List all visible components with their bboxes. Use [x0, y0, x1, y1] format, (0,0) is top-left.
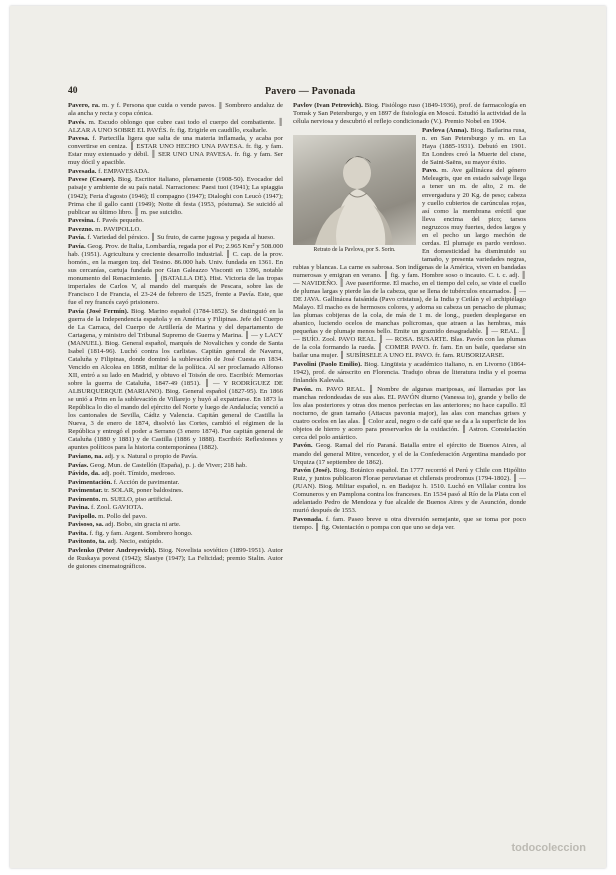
- entry-headword: Pavisoso, sa.: [68, 521, 104, 529]
- entry-headword: Pavolini (Paolo Emilio).: [293, 361, 362, 368]
- dictionary-entry: [68, 530, 283, 538]
- right-column: [293, 102, 526, 832]
- entry-definition: adj. Necio, estúpido.: [106, 538, 163, 546]
- entry-headword: Pavía (José Fermín).: [68, 307, 129, 315]
- dictionary-entry: [68, 176, 283, 216]
- dictionary-entry: [68, 453, 283, 461]
- entry-headword: Pávido, da.: [68, 470, 100, 478]
- entry-definition: Biog. Escritor italiano, plenamente (1908-50). Evocador del paisaje y ambiente de su país natal. Narraciones: Paesi tuoi (1941); La spiaggia (1942); Feria d'agosto (1946); Il compagno (1947); Dialoghi con Leucò (1947); Prima che il gallo canti (1949); Notte di festa (1953, póstuma). Se suicidó al publicar su último libro. ║ m. pse suicidio.: [68, 176, 283, 216]
- entry-definition: Biog. Bailarina rusa, n. en San Petersburgo y m. en La Haya (1885-1931). Debutó en 1901. En Londres creó la Muerte del cisne, de Saint-Saëns, su mayor éxito.: [422, 126, 526, 166]
- entry-definition: m. Escudo oblongo que cubre casi todo el cuerpo del combatiente. ║ ALZAR A UNO SOBRE EL PAVÉS. fr. fig. Erigirle en caudillo, exaltarle.: [68, 118, 283, 134]
- dictionary-entry: [68, 487, 283, 495]
- entry-headword: Pavero, ra.: [68, 102, 100, 109]
- entry-headword: Pavina.: [68, 504, 90, 512]
- entry-headword: Pavlenko (Peter Andreyevich).: [68, 547, 157, 555]
- dictionary-entry: [68, 462, 283, 470]
- dictionary-entry: [293, 516, 526, 532]
- page-number: 40: [68, 86, 78, 96]
- dictionary-entry: [68, 226, 283, 234]
- entry-definition: f. EMPAVESADA.: [96, 167, 150, 175]
- entry-definition: m. y f. Persona que cuida o vende pavos. ║ Sombrero andaluz de ala ancha y recta y copa cónica.: [68, 102, 283, 118]
- entry-headword: Pavlova (Anna).: [422, 126, 469, 134]
- entry-headword: Pavo.: [422, 167, 438, 175]
- figure-caption: Retrato de la Pavlova, por S. Sorin.: [313, 246, 396, 253]
- dictionary-entry: [68, 234, 283, 242]
- dictionary-entry: [68, 119, 283, 135]
- left-column: [68, 102, 283, 832]
- entry-definition: Biog. Lingüista y académico italiano, n. en Livorno (1864-1942), prof. de sánscrito en Florencia. Tradujo obras de literatura india y el poema finlandés Kalevala.: [293, 361, 526, 385]
- dictionary-entry: [68, 243, 283, 307]
- entry-definition: f. fig. y fam. Argent. Sombrero hongo.: [87, 529, 193, 537]
- entry-definition: m. SUELO, piso artificial.: [100, 495, 173, 503]
- entry-definition: tr. SOLAR, poner baldosines.: [102, 487, 184, 495]
- entry-definition: Biog. Novelista soviético (1899-1951). Autor de Ruskaya povest (1942); Slastye (1947); La Felicidad; premio Stalin. Autor de guiones cinematográficos.: [68, 547, 283, 571]
- dictionary-entry: [68, 538, 283, 546]
- entry-definition: adj. poét. Tímido, medroso.: [99, 470, 176, 478]
- pavlova-portrait-figure: [293, 135, 416, 257]
- entry-definition: f. Acción de pavimentar.: [112, 478, 180, 486]
- entry-headword: Paviano, na.: [68, 453, 104, 461]
- dictionary-entry: [68, 496, 283, 504]
- entry-headword: Pavlov (Ivan Petrovich).: [293, 102, 363, 109]
- entry-definition: Biog. Marino español (1784-1852). Se distinguió en la guerra de la Independencia española y en América y Filipinas. Jefe del Cuerpo de La Carraca, del Cuerpo de Artillería de Marina y del departamento de Cartagena, y ministro del Tribunal Supremo de Guerra y Marina. ║ — y LACY (MANUEL). Biog. General español, marqués de Novaliches y conde de Santa Isabel (1814-96). Luchó contra los carlistas. Capitán general de Navarra, Cataluña y Filipinas, donde dominó la sublevación de José Cuesta en 1834. Vencido en Alcolea en 1868, militar de la política. Al ser proclamado Alfonso XII, entró a su lado en Madrid, y obtuvo el Toisón de oro. Escribió: Memorias sobre la guerra de Cataluña, 1847-49 (1851). ║ — Y RODRÍGUEZ DE ALBURQUERQUE (MARIANO). Biog. General español (1827-95). En 1866 se unió a Prim en la sublevación de Villarejo y huyó al expatriarse. En 1873 la República lo dio el mando del ejército del Norte y luego de Andalucía; venció a los cantonales de Sevilla, Cádiz y Valencia. Capitán general de Castilla la Nueva, 3 de enero de 1874, disolvió las Cortes, cambió el régimen de la República y entregó el poder a Serrano (3 enero 1874). Fue capitán general de Cataluña (1880 y 1881) y de Castilla (1886 y 1888). Escribió: Reflexiones y apuntes políticos para la historia contemporánea (1882).: [68, 307, 283, 452]
- dictionary-entry: [293, 386, 526, 442]
- entry-headword: Pavitonto, ta.: [68, 538, 107, 546]
- entry-definition: Biog. Fisiólogo ruso (1849-1936), prof. de farmacología en Tomsk y San Petersburgo, y en 1897 de fisiología en Moscú. Estudió la actividad de la célula nerviosa y descubrió el reflejo condicionado (V.). Premio Nobel en 1904.: [293, 102, 526, 126]
- entry-definition: f. Zool. GAVIOTA.: [89, 504, 144, 512]
- entry-headword: Pavón.: [293, 442, 313, 450]
- dictionary-page: [10, 6, 606, 868]
- entry-definition: m. PAVIPOLLO.: [93, 225, 142, 233]
- dictionary-entry: [68, 513, 283, 521]
- entry-definition: Biog. Botánico español. En 1777 recorrió el Perú y Chile con Hipólito Ruiz, y juntos publicaron Florae peruvianae et chilensis prodromus (1794-1802). ║ — (JUAN). Biog. Militar español, n. en Badajoz h. 1510. Luchó en Villalar contra los Comuneros y en Pamplona contra los franceses. En 1534 pasó al Río de la Plata con el adelantado Pedro de Mendoza y fue alcalde de Buenos Aires y de Asunción, donde murió después de 1553.: [293, 467, 526, 515]
- entry-definition: m. PAVO REAL. ║ Nombre de algunas mariposas, así llamadas por las manchas redondeadas de sus alas. EL PAVÓN diurno (Vanessa io), grande y bello de los alas posteriores y otras dos menos perfectas en las anteriores; no hace capullo. El nocturno, de gran tamaño (Attacus pavonia major), las alas con manchas grises y cuatro ocelos en las alas. ║ Color azul, negro o de café que se da a la superficie de los objetos de hierro y acero para preservarlos de la oxidación. ║ Astron. Constelación cerca del polo antártico.: [293, 385, 526, 441]
- entry-headword: Pavesa.: [68, 135, 90, 143]
- entry-definition: Geog. Prov. de Italia, Lombardía, regada por el Po; 2.965 Km² y 508.000 hab. (1951). Agricultura y creciente desarrollo industrial. ║ C. cap. de la prov. homón., en la margen izq. del Tesino. 86.000 hab. Univ. fundada en 1361. En sus cercanías, cartuja fundada por Gian Galeazzo Visconti en 1396, notable monumento del Renacimiento. ║ (BATALLA DE). Hist. Victoria de las tropas imperiales de Carlos V, al mando del marqués de Pescara, sobre las de Francisco I de Francia, el 23-24 de febrero de 1525, frente a Pavía. Este, que fue el rey francés cayó prisionero.: [68, 242, 283, 307]
- entry-definition: adj. y s. Natural o propio de Pavía.: [103, 453, 198, 461]
- entry-headword: Pavimentar.: [68, 487, 103, 495]
- dictionary-entry: [293, 467, 526, 515]
- entry-headword: Pavezno.: [68, 225, 94, 233]
- dictionary-entry: [68, 308, 283, 453]
- entry-definition: f. Partecilla ligera que salta de una materia inflamada, y acaba por convertirse en ceniza. ║ ESTAR UNO HECHO UNA PAVESA. fr. fig. y fam. Estar muy extenuado y débil. ║ SER UNO UNA PAVESA. fr. fig. y fam. Ser muy dócil y apacible.: [68, 135, 283, 167]
- entry-headword: Pavías.: [68, 461, 89, 469]
- dictionary-entry: [68, 135, 283, 167]
- entry-headword: Pavesada.: [68, 167, 97, 175]
- entry-definition: m. Ave gallinácea del género Meleagris, que en estado salvaje llega a tener un m. de alto, 2 m. de envergadura y 20 Kg. de peso; cabeza y cuello cubiertos de carúnculas rojas, así como la membrana eréctil que lleva encima del pico; tarsos negruzcos muy fuertes, dedos largos y en el pecho un largo mechón de cerdas. El plumaje es pardo verdoso. En domesticidad ha disminuido su tamaño, y presenta variedades negras, rubias y blancas. La carne es sabrosa. Son indígenas de la América, viven en bandadas numerosas y emigran en verano. ║ fig. y fam. Hombre soso o incauto. C. t. c. adj. ║ — NAVIDEÑO. ║ Ave paseriforme. El macho, en el tiempo del celo, se viste el cuello de plumas largas y pierde las de la cabeza, que se llena de tubérculos encarnados. ║ — DE JAVA. Gallinácea faisánida (Pavo cristatus), de la India y Ceilán y el archipiélago Malayo. El macho es de hermosos colores, y adorna su cabeza un penacho de plumas; las plumas cobijeras de la cola, de más de 1 m. de long., pueden desplegarse en abanico, luciendo ocelos de manchas policromas, que atraen a las hembras, más pequeñas y de plumaje menos bello. Emite un graznido desagradable. ║ — REAL. ║ — BUÍO. Zool. PAVO REAL. ║ — ROSA. BUSARTE. Blas. Pavón con las plumas de la cola formando la rueda. ║ COMER PAVO. fr. fam. En un baile, quedarse sin bailar una mujer. ║ SUBÍRSELE A UNO EL PAVO. fr. fam. RUBORIZARSE.: [293, 167, 526, 360]
- pavlova-portrait-image: [293, 135, 416, 245]
- entry-definition: m. Pollo del pavo.: [96, 512, 147, 520]
- entry-headword: Pavonada.: [293, 515, 323, 523]
- entry-headword: Pavita.: [68, 529, 88, 537]
- dictionary-entry: [68, 168, 283, 176]
- entry-headword: Pavés.: [68, 118, 87, 126]
- dictionary-entry: [68, 521, 283, 529]
- dictionary-entry: [68, 217, 283, 225]
- dictionary-entry: [293, 361, 526, 385]
- entry-headword: Pavía.: [68, 242, 86, 250]
- entry-headword: Pavese (Cesare).: [68, 176, 116, 184]
- entry-headword: Pavimento.: [68, 495, 101, 503]
- dictionary-entry: [68, 547, 283, 571]
- entry-definition: f. Pavés pequeño.: [94, 217, 144, 225]
- dictionary-entry: [293, 442, 526, 466]
- entry-definition: f. Variedad del pérsico. ║ Su fruto, de carne jugosa y pegada al hueso.: [85, 234, 275, 242]
- entry-headword: Pavipollo.: [68, 512, 97, 520]
- entry-definition: Geog. Ramal del río Paraná. Batalla entre el ejército de Buenos Aires, al mando del general Mitre, vencedor, y el de la Confederación Argentina mandado por Urquiza (17 septiembre de 1862).: [293, 442, 526, 466]
- watermark-logo: todocoleccion: [511, 842, 586, 854]
- entry-definition: Geog. Mun. de Castellón (España), p. j. de Viver; 218 hab.: [88, 461, 247, 469]
- entry-headword: Pavesina.: [68, 217, 95, 225]
- dictionary-entry: [68, 470, 283, 478]
- entry-headword: Pavón (José).: [293, 467, 332, 475]
- dictionary-entry: [293, 102, 526, 126]
- entry-definition: f. fam. Paseo breve u otra diversión semejante, que se toma por poco tiempo. ║ fig. Ostentación o pompa con que uno se deja ver.: [293, 515, 526, 531]
- dictionary-entry: [68, 504, 283, 512]
- entry-headword: Pavón.: [293, 385, 313, 393]
- dictionary-entry: [68, 102, 283, 118]
- entry-headword: Pavía.: [68, 234, 86, 242]
- entry-headword: Pavimentación.: [68, 478, 113, 486]
- dictionary-entry: [68, 479, 283, 487]
- running-head: Pavero — Pavonada: [265, 86, 356, 97]
- entry-definition: adj. Bobo, sin gracia ni arte.: [103, 521, 181, 529]
